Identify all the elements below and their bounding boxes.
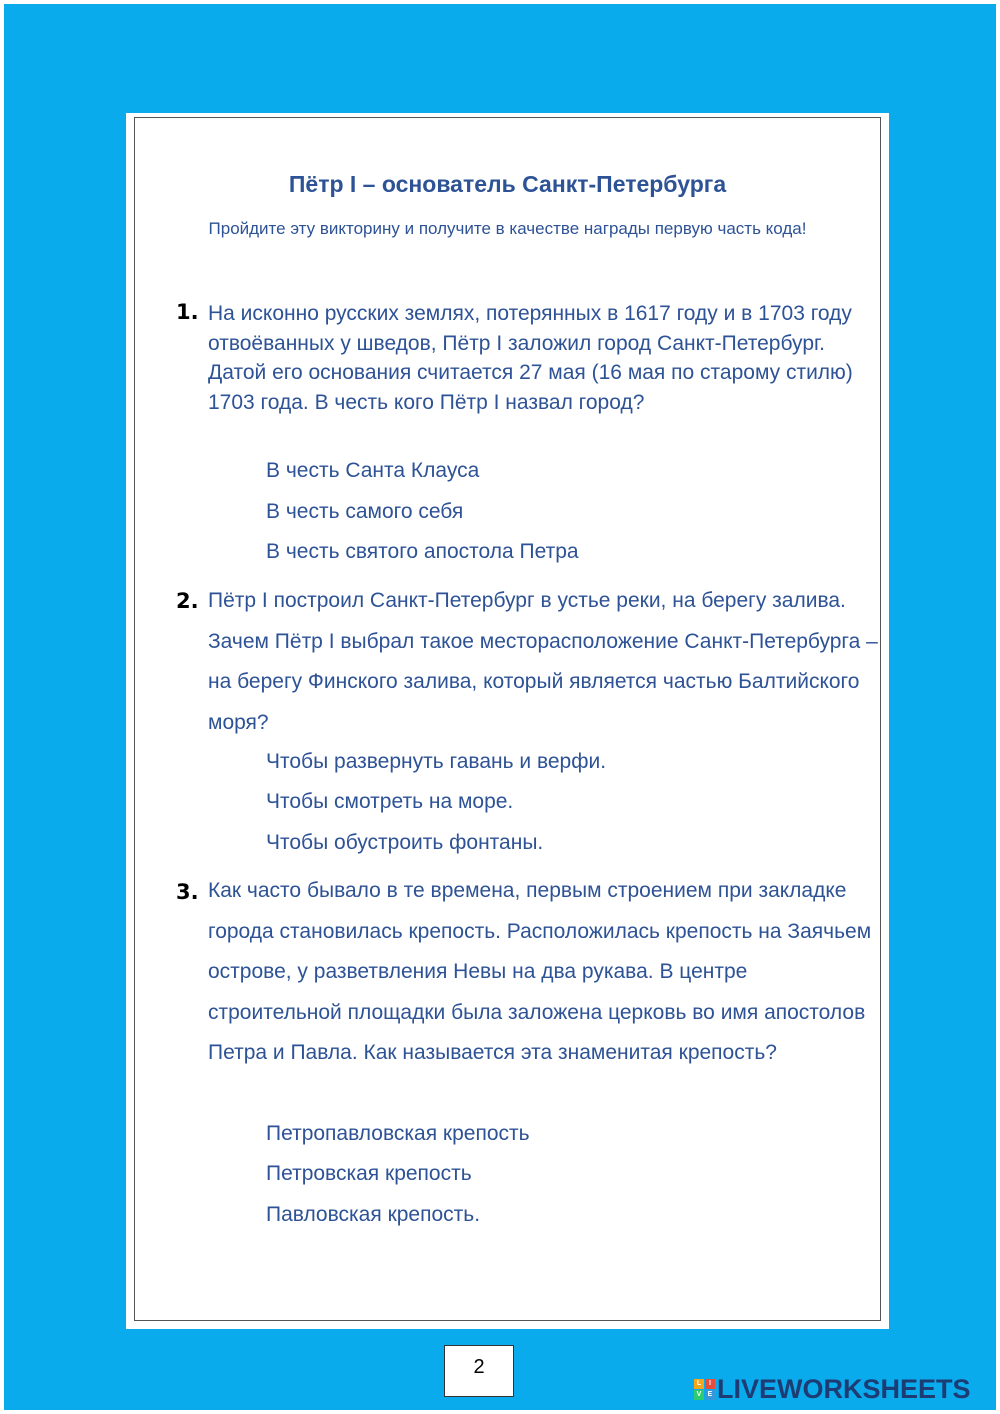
question-1-answer-1[interactable]: В честь Санта Клауса (266, 459, 480, 482)
logo-letter: L (694, 1379, 704, 1389)
question-2-answer-3[interactable]: Чтобы обустроить фонтаны. (266, 831, 544, 854)
question-2-answer-2[interactable]: Чтобы смотреть на море. (266, 790, 514, 813)
liveworksheets-brand (694, 1373, 971, 1404)
question-2-number: 2. (176, 589, 199, 613)
liveworksheets-logo-icon (694, 1379, 715, 1400)
question-3-answer-2[interactable]: Петровская крепость (266, 1162, 472, 1185)
logo-letter: E (705, 1390, 715, 1400)
brand-name: LIVEWORKSHEETS (717, 1373, 971, 1404)
question-1-number: 1. (176, 300, 199, 324)
question-3-answer-3[interactable]: Павловская крепость. (266, 1203, 481, 1226)
worksheet-sheet (126, 113, 889, 1329)
question-2-text: Пётр I построил Санкт-Петербург в устье реки, на берегу залива. Зачем Пётр I выбрал такое месторасположение Санкт-Петербурга – на берегу Финского залива, который является частью Балтийского моря? (208, 589, 878, 734)
question-1-answer-2[interactable]: В честь самого себя (266, 500, 464, 523)
question-2-answer-1[interactable]: Чтобы развернуть гавань и верфи. (266, 750, 607, 773)
question-1-answer-3[interactable]: В честь святого апостола Петра (266, 540, 579, 563)
page-number: 2 (444, 1345, 514, 1397)
logo-letter: I (705, 1379, 715, 1389)
question-1-text: На исконно русских землях, потерянных в 1617 году и в 1703 году отвоёванных у шведов, Пётр I заложил город Санкт-Петербург. Датой его основания считается 27 мая (16 мая по старому стилю) 1703 года. В честь кого Пётр I назвал город? (208, 302, 853, 414)
worksheet-title: Пётр I – основатель Санкт-Петербурга (288, 171, 727, 197)
logo-letter: V (694, 1390, 704, 1400)
question-3-number: 3. (176, 880, 199, 904)
question-3-answer-1[interactable]: Петропавловская крепость (266, 1122, 530, 1145)
worksheet-subtitle: Пройдите эту викторину и получите в качестве награды первую часть кода! (208, 219, 807, 238)
question-3-text: Как часто бывало в те времена, первым строением при закладке города становилась крепость. Расположилась крепость на Заячьем острове, у разветвления Невы на два рукава. В центре строительной площадки была заложена церковь во имя апостолов Петра и Павла. Как называется эта знаменитая крепость? (208, 879, 872, 1064)
